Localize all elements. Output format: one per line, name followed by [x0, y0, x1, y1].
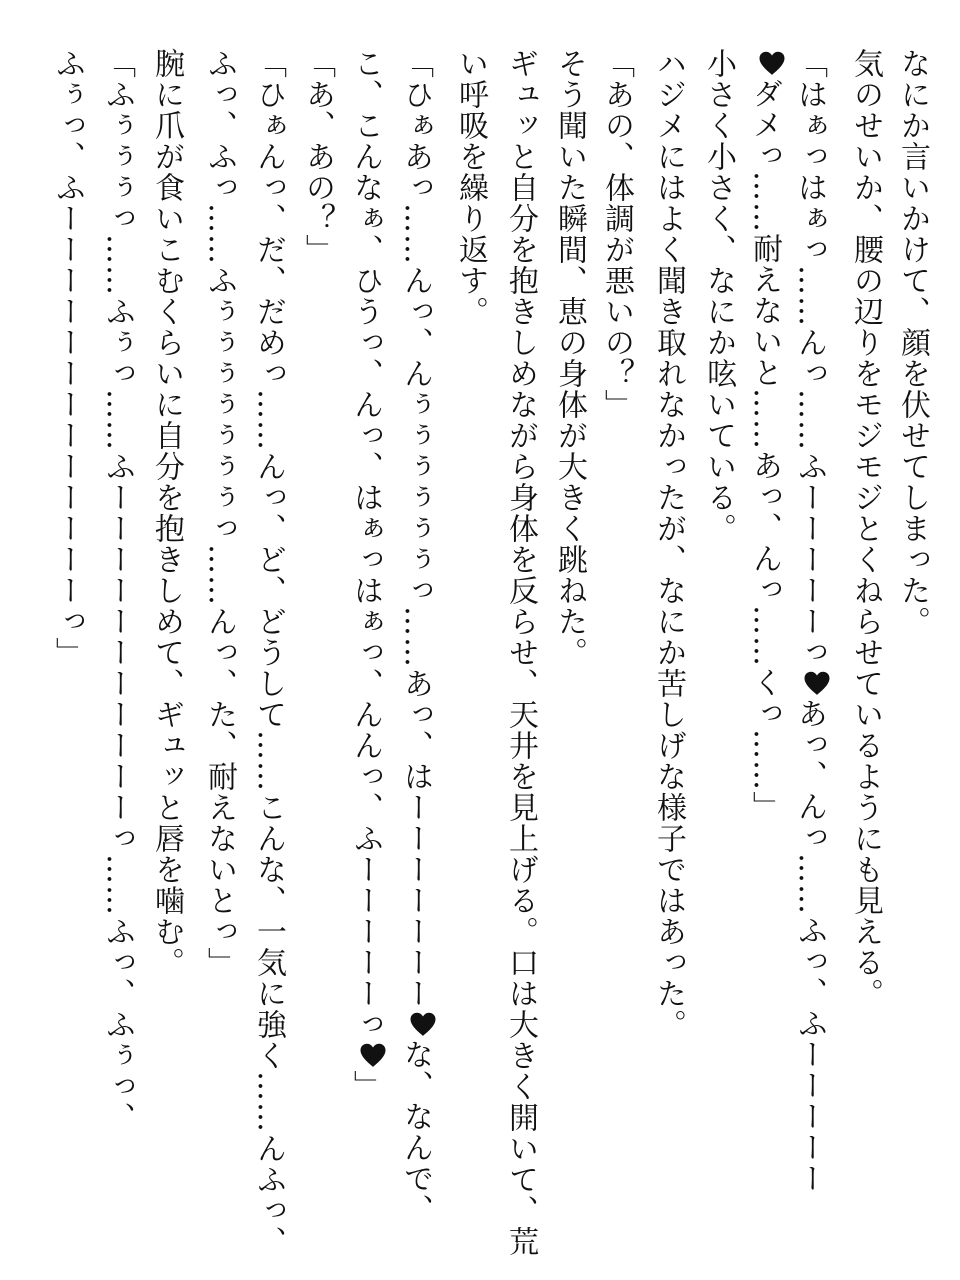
heart-icon: [358, 1040, 388, 1070]
text-segment: な、なんで、: [398, 1039, 433, 1225]
heart-icon: [802, 668, 832, 698]
text-segment: ダメっ……耐えないと……あっ、んっ……くっ……」: [747, 78, 782, 822]
text-segment: あっ、んっ……ふっ、ふーーーーー: [792, 698, 827, 1194]
text-line: 「ふぅぅぅっ……ふぅっ……ふーーーーーーーーーーーっ……ふっ、ふぅっ、: [100, 48, 135, 1133]
text-line: ハジメにはよく聞き取れなかったが、なにか苦しげな様子ではあった。: [651, 48, 686, 1040]
text-segment: 「ひぁあっ……んっ、んぅぅぅぅぅぅっ……あっ、はーーーーーーー: [398, 48, 433, 1009]
text-line: [348, 48, 388, 1101]
text-line: 腕に爪が食いこむくらいに自分を抱きしめて、ギュッと唇を噛む。: [149, 48, 184, 978]
text-line: 「あ、あの？」: [300, 48, 335, 265]
text-line: そう聞いた瞬間、恵の身体が大きく跳ねた。: [552, 48, 587, 668]
text-line: 小さく小さく、なにか呟いている。: [701, 48, 736, 544]
text-line: い呼吸を繰り返す。: [453, 48, 488, 327]
text-line: [792, 48, 832, 1194]
text-line: 「ひぁんっ、だ、だめっ……んっ、ど、どうして……こんな、一気に強く……んふっ、: [251, 48, 286, 1257]
text-line: ふっ、ふっ……ふぅぅぅぅぅぅぅっ……んっ、た、耐えないとっ」: [202, 48, 237, 978]
text-line: なにか言いかけて、顔を伏せてしまった。: [895, 48, 930, 637]
heart-icon: [408, 1009, 438, 1039]
text-line: [398, 48, 438, 1225]
text-line: ふぅっ、ふーーーーーーーーーーーーーっ」: [50, 48, 85, 668]
text-line: [747, 48, 787, 822]
text-segment: 「はぁっはぁっ……んっ……ふーーーーーっ: [792, 48, 827, 668]
text-segment: 」: [348, 1070, 383, 1101]
text-line: 気のせいか、腰の辺りをモジモジとくねらせているようにも見える。: [848, 48, 883, 1009]
text-line: 「あの、体調が悪いの？」: [599, 48, 634, 420]
text-line: ギュッと自分を抱きしめながら身体を反らせ、天井を見上げる。口は大きく開いて、荒: [503, 48, 538, 1257]
heart-icon: [757, 48, 787, 78]
text-segment: こ、こんなぁ、ひうっ、んっ、はぁっはぁっ、んんっ、ふーーーーーっ: [348, 48, 383, 1040]
